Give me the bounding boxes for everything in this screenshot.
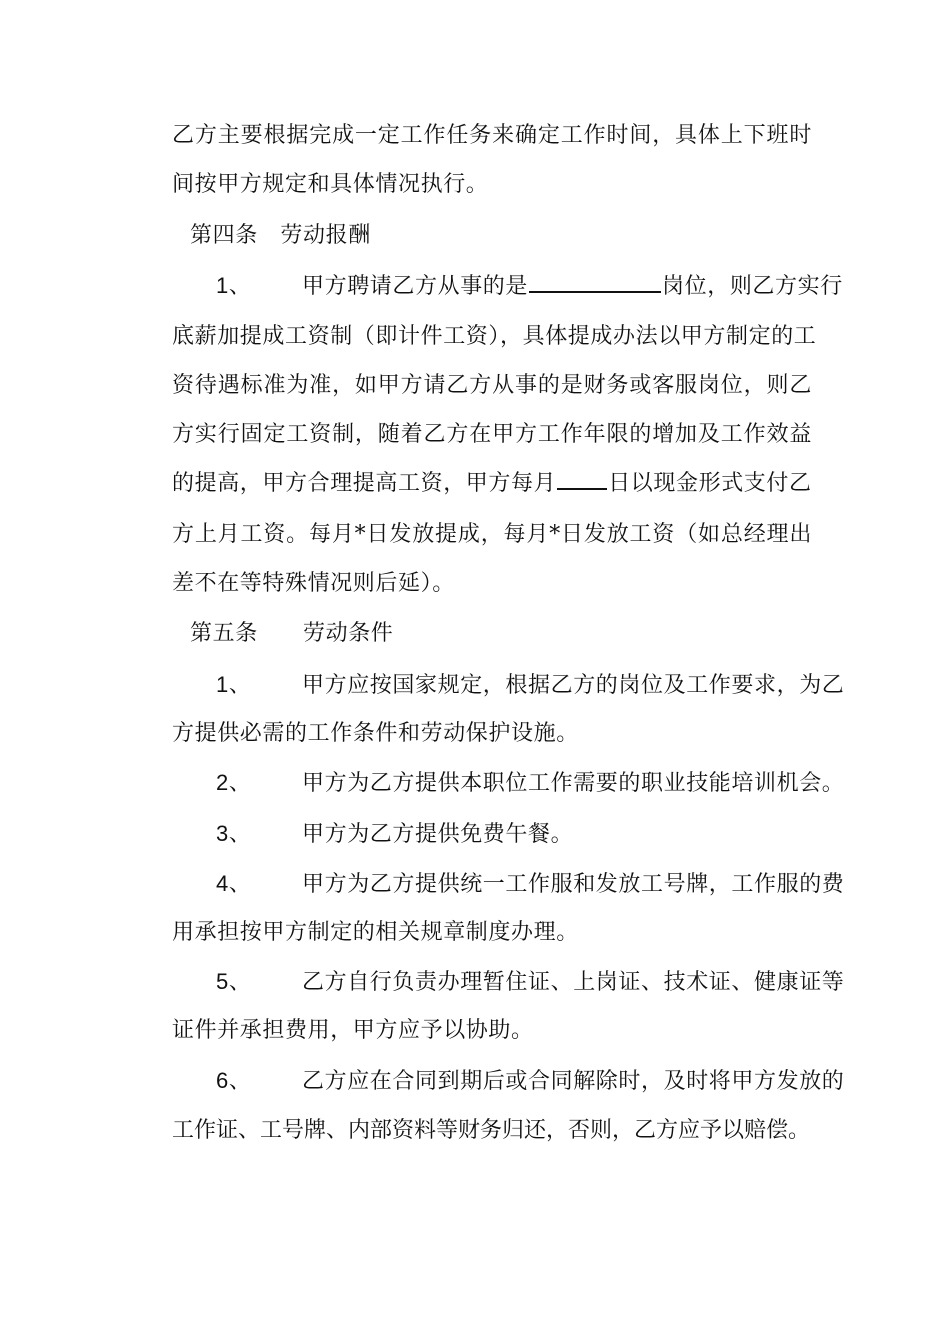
article-4-heading: 第四条 劳动报酬 (190, 223, 371, 248)
paragraph-line: 证件并承担费用，甲方应予以协助。 (172, 1018, 534, 1043)
clause-text: 乙方应在合同到期后或合同解除时，及时将甲方发放的 (302, 1069, 845, 1094)
clause-text: 岗位，则乙方实行 (662, 274, 843, 299)
clause-number: 1、 (216, 273, 252, 298)
payday-blank (557, 470, 607, 490)
clause-4-1-line (216, 271, 843, 302)
clause-text: 的提高，甲方合理提高工资，甲方每月 (172, 471, 557, 496)
clause-5-4-line (216, 869, 845, 900)
clause-number: 2、 (216, 770, 252, 795)
clause-number: 5、 (216, 969, 252, 994)
clause-text: 乙方自行负责办理暂住证、上岗证、技术证、健康证等 (302, 970, 845, 995)
position-blank (529, 273, 661, 293)
clause-number: 1、 (216, 672, 252, 697)
clause-5-3-line (216, 819, 812, 850)
clause-5-6-line (216, 1066, 845, 1097)
clause-text: 甲方应按国家规定，根据乙方的岗位及工作要求，为乙 (302, 673, 845, 698)
paragraph-line: 资待遇标准为准，如甲方请乙方从事的是财务或客服岗位，则乙 (172, 373, 812, 398)
clause-text: 甲方为乙方提供本职位工作需要的职业技能培训机会。 (302, 771, 845, 796)
clause-5-2-line (216, 768, 845, 799)
clause-5-1-line (216, 670, 845, 701)
clause-number: 4、 (216, 871, 252, 896)
clause-text: 甲方聘请乙方从事的是 (302, 274, 529, 299)
paragraph-line: 底薪加提成工资制（即计件工资），具体提成办法以甲方制定的工 (172, 324, 817, 349)
paragraph-line: 间按甲方规定和具体情况执行。 (172, 172, 489, 197)
clause-5-5-line (216, 967, 845, 998)
clause-text: 日以现金形式支付乙 (608, 471, 812, 496)
paragraph-line: 差不在等特殊情况则后延）。 (172, 571, 455, 596)
paragraph-line (172, 469, 812, 499)
clause-text: 甲方为乙方提供统一工作服和发放工号牌，工作服的费 (302, 872, 845, 897)
clause-number: 6、 (216, 1068, 252, 1093)
clause-text: 甲方为乙方提供免费午餐。 (302, 822, 574, 847)
paragraph-line: 用承担按甲方制定的相关规章制度办理。 (172, 920, 579, 945)
paragraph-line: 工作证、工号牌、内部资料等财务归还，否则，乙方应予以赔偿。 (172, 1118, 811, 1143)
paragraph-line: 方实行固定工资制，随着乙方在甲方工作年限的增加及工作效益 (172, 422, 812, 447)
paragraph-line: 方上月工资。每月*日发放提成，每月*日发放工资（如总经理出 (172, 522, 812, 547)
paragraph-line: 乙方主要根据完成一定工作任务来确定工作时间，具体上下班时 (172, 123, 812, 148)
paragraph-line: 方提供必需的工作条件和劳动保护设施。 (172, 721, 579, 746)
article-5-heading: 第五条 劳动条件 (190, 621, 394, 646)
clause-number: 3、 (216, 821, 252, 846)
